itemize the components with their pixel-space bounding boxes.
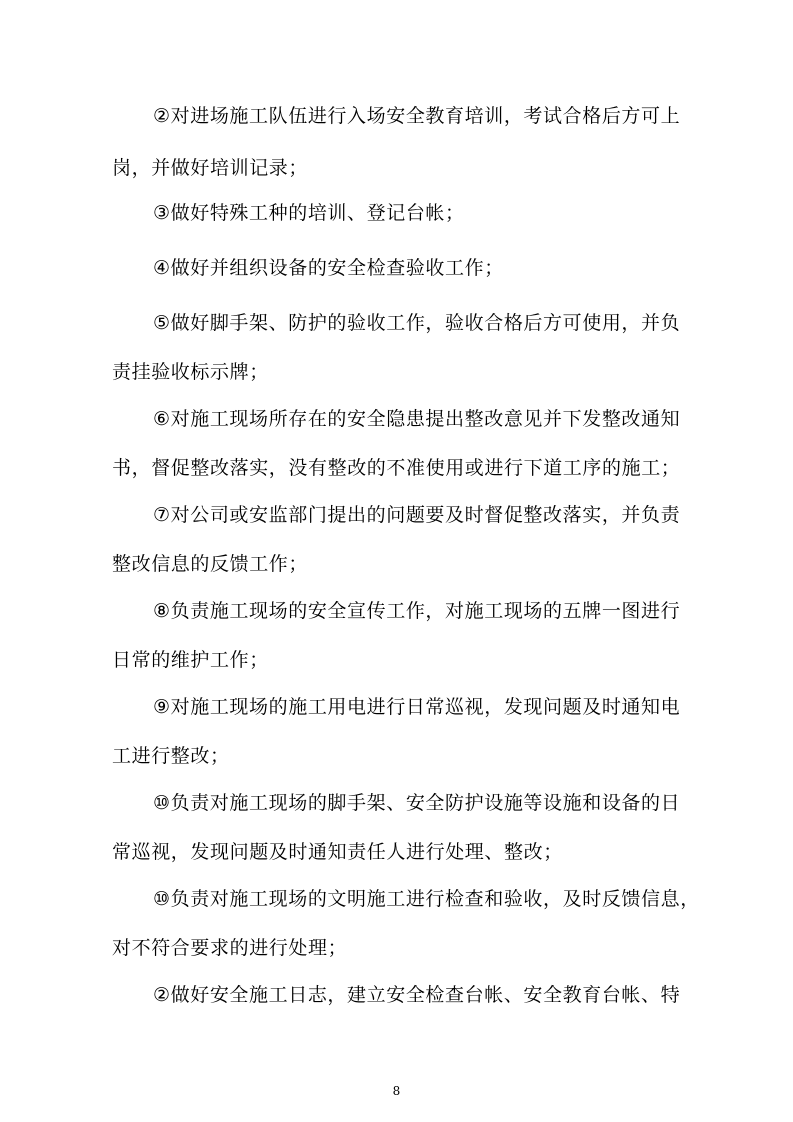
item-9-line-1: ⑨对施工现场的施工用电进行日常巡视，发现问题及时通知电 <box>153 696 681 718</box>
item-7-line-1: ⑦对公司或安监部门提出的问题要及时督促整改落实，并负责 <box>153 504 681 526</box>
item-6-line-2: 书，督促整改落实，没有整改的不准使用或进行下道工序的施工； <box>112 457 681 479</box>
item-7-line-2: 整改信息的反馈工作； <box>112 553 309 575</box>
item-3-line-1: ③做好特殊工种的培训、登记台帐； <box>153 202 465 224</box>
item-12-line-1: ②做好安全施工日志，建立安全检查台帐、安全教育台帐、特 <box>153 984 681 1006</box>
item-11-line-2: 对不符合要求的进行处理； <box>112 937 348 959</box>
item-10-line-1: ⑩负责对施工现场的脚手架、安全防护设施等设施和设备的日 <box>153 792 681 814</box>
item-2-line-1: ②对进场施工队伍进行入场安全教育培训，考试合格后方可上 <box>153 105 681 127</box>
item-2-line-2: 岗，并做好培训记录； <box>112 157 309 179</box>
item-5-line-1: ⑤做好脚手架、防护的验收工作，验收合格后方可使用，并负 <box>153 312 681 334</box>
page-number: 8 <box>392 1084 401 1098</box>
item-8-line-1: ⑧负责施工现场的安全宣传工作，对施工现场的五牌一图进行 <box>153 600 681 622</box>
item-10-line-2: 常巡视，发现问题及时通知责任人进行处理、整改； <box>112 841 563 863</box>
item-6-line-1: ⑥对施工现场所存在的安全隐患提出整改意见并下发整改通知 <box>153 408 681 430</box>
item-9-line-2: 工进行整改； <box>112 745 230 767</box>
item-4-line-1: ④做好并组织设备的安全检查验收工作； <box>153 257 504 279</box>
item-8-line-2: 日常的维护工作； <box>112 649 269 671</box>
item-5-line-2: 责挂验收标示牌； <box>112 361 269 383</box>
item-11-line-1: ⑩负责对施工现场的文明施工进行检查和验收，及时反馈信息， <box>153 888 700 910</box>
